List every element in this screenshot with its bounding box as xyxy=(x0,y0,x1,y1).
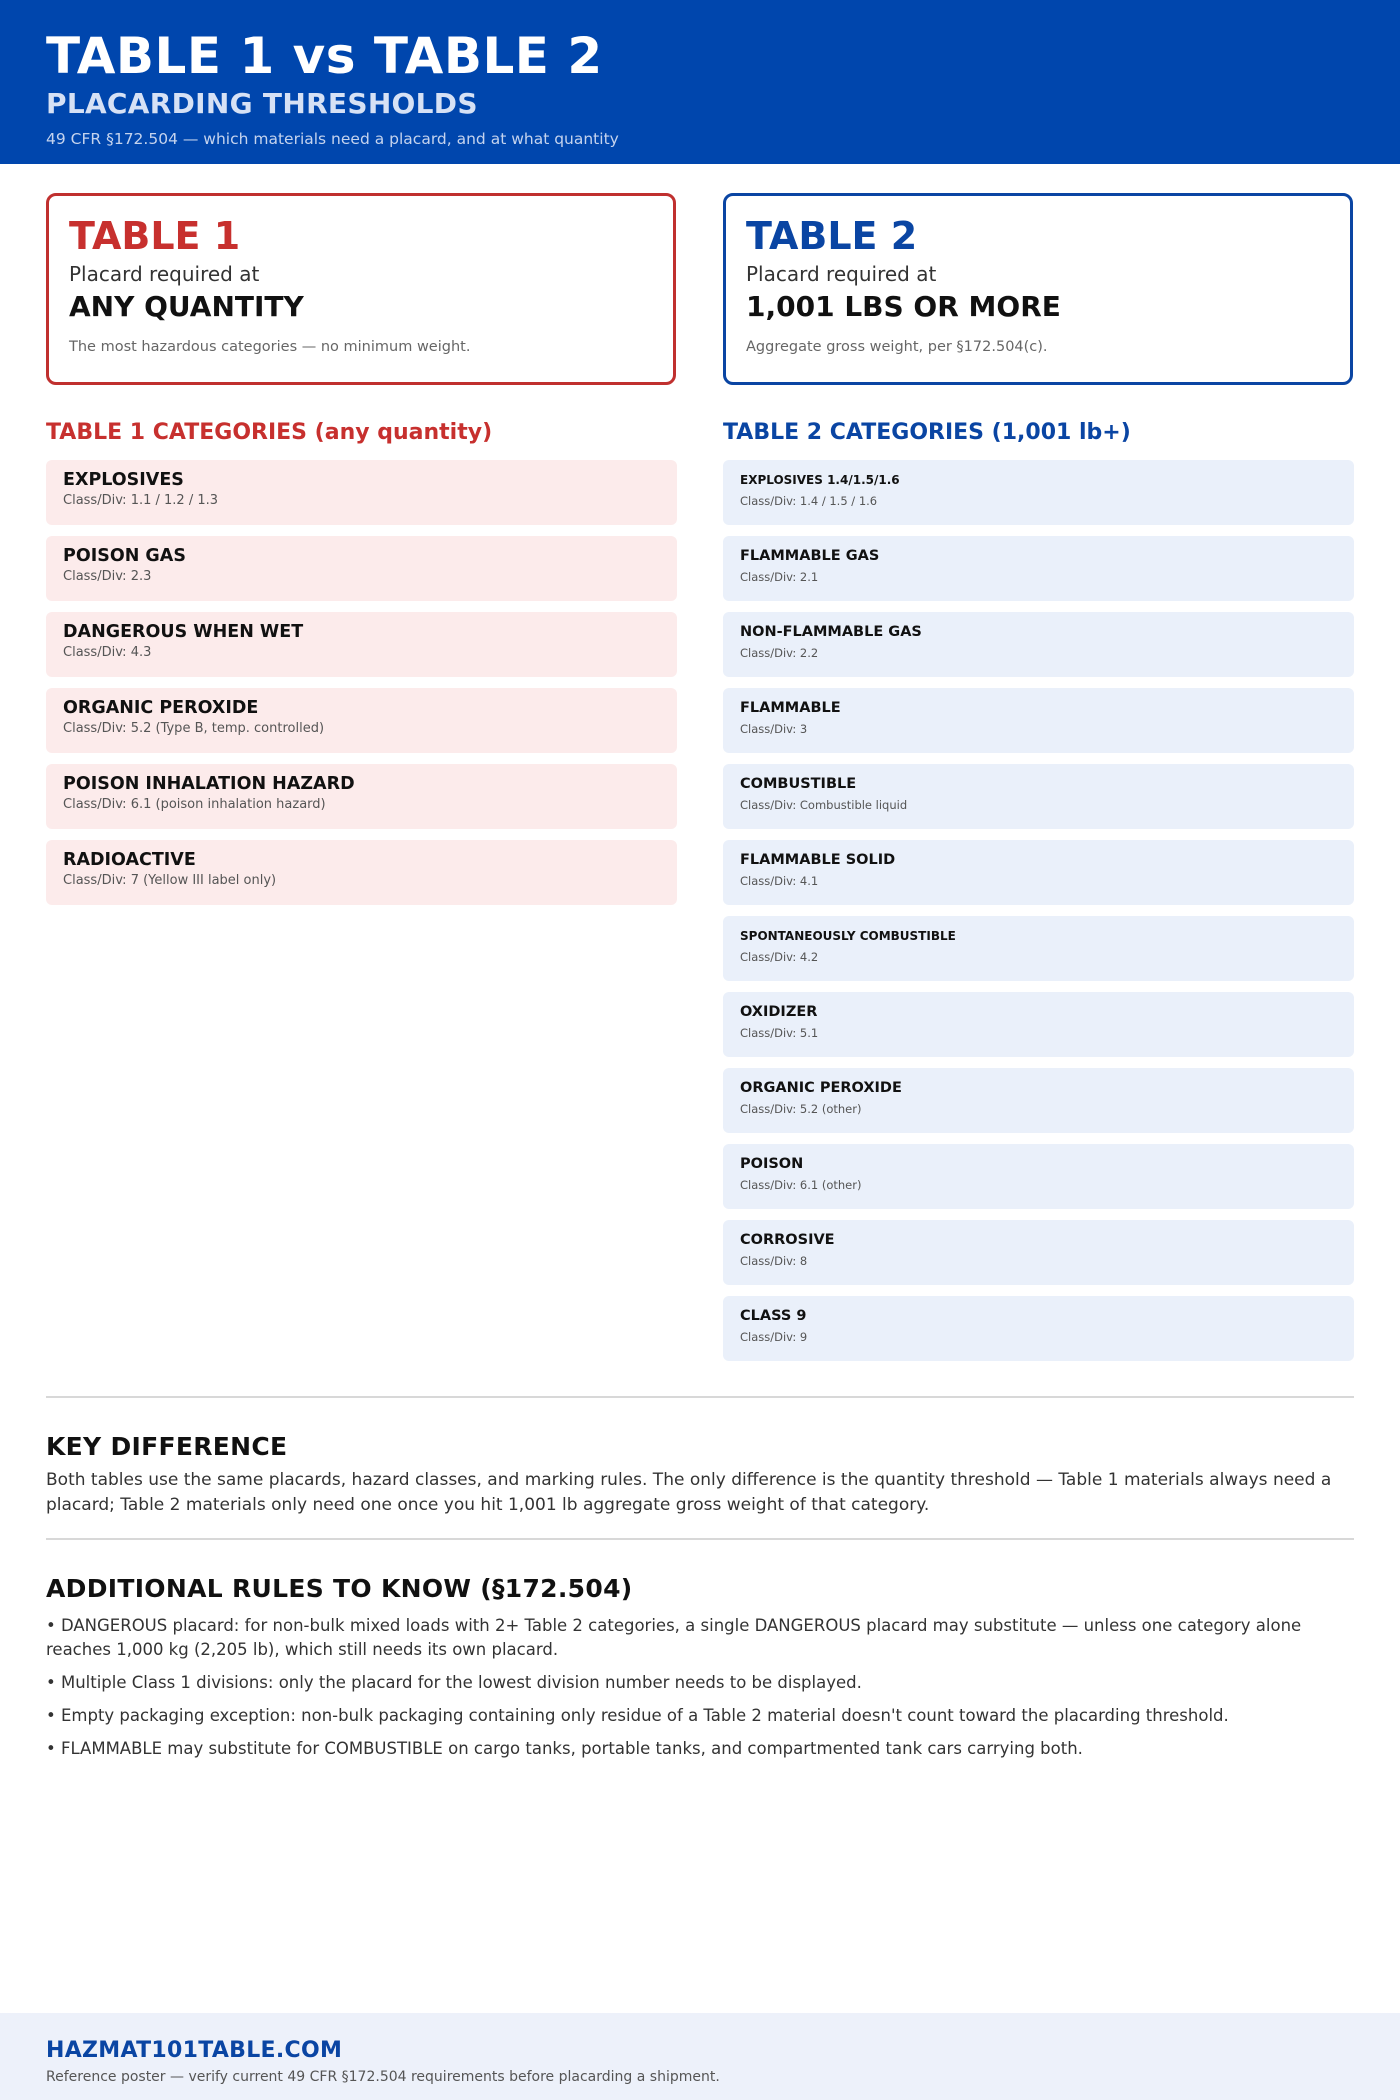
table2-category-card xyxy=(723,1296,1354,1361)
page-footer xyxy=(0,2013,1400,2100)
category-class: Class/Div: 4.2 xyxy=(740,950,819,964)
category-name: FLAMMABLE xyxy=(740,700,841,716)
table1-summary-title: TABLE 1 xyxy=(69,214,241,258)
table2-category-card xyxy=(723,840,1354,905)
category-name: COMBUSTIBLE xyxy=(740,776,857,792)
category-class: Class/Div: 6.1 (other) xyxy=(740,1178,862,1192)
category-class: Class/Div: 8 xyxy=(740,1254,808,1268)
table1-category-card xyxy=(46,612,677,677)
table2-category-card xyxy=(723,764,1354,829)
page-description: 49 CFR §172.504 — which materials need a placard, and at what quantity xyxy=(46,130,619,148)
table2-category-card xyxy=(723,916,1354,981)
table1-category-list xyxy=(46,460,677,916)
rule-item: • DANGEROUS placard: for non-bulk mixed loads with 2+ Table 2 categories, a single DANGEROUS placard may substitute — unless one category alone reaches 1,000 kg (2,205 lb), which still needs its own placard. xyxy=(46,1616,1302,1659)
table2-summary-quantity: 1,001 LBS OR MORE xyxy=(746,290,1061,323)
category-class: Class/Div: 9 xyxy=(740,1330,808,1344)
table2-summary-card xyxy=(723,193,1353,385)
category-name: POISON GAS xyxy=(63,546,186,566)
key-difference-heading: KEY DIFFERENCE xyxy=(46,1432,288,1461)
category-class: Class/Div: 2.2 xyxy=(740,646,819,660)
table2-summary-title: TABLE 2 xyxy=(746,214,918,258)
table2-summary-label: Placard required at xyxy=(746,262,937,286)
category-class: Class/Div: 6.1 (poison inhalation hazard) xyxy=(63,797,326,812)
category-name: POISON INHALATION HAZARD xyxy=(63,774,355,794)
category-class: Class/Div: 5.1 xyxy=(740,1026,819,1040)
table1-category-card xyxy=(46,536,677,601)
category-class: Class/Div: 4.3 xyxy=(63,645,152,660)
key-difference-text: Both tables use the same placards, hazard classes, and marking rules. The only difference is the quantity threshold — Table 1 materials always need a placard; Table 2 materials only need one once you hit 1,001 lb aggregate gross weight of that category. xyxy=(46,1470,1332,1515)
divider xyxy=(46,1538,1354,1540)
category-name: FLAMMABLE SOLID xyxy=(740,852,896,868)
table2-category-card xyxy=(723,1068,1354,1133)
additional-rules-heading: ADDITIONAL RULES TO KNOW (§172.504) xyxy=(46,1574,633,1603)
table1-category-card xyxy=(46,840,677,905)
category-class: Class/Div: Combustible liquid xyxy=(740,798,908,812)
page-subtitle: PLACARDING THRESHOLDS xyxy=(46,87,478,120)
table1-category-card xyxy=(46,688,677,753)
footer-disclaimer: Reference poster — verify current 49 CFR §172.504 requirements before placarding a shipment. xyxy=(46,2069,720,2085)
category-name: ORGANIC PEROXIDE xyxy=(63,698,259,718)
category-name: NON-FLAMMABLE GAS xyxy=(740,624,922,640)
category-class: Class/Div: 5.2 (Type B, temp. controlled) xyxy=(63,721,325,736)
category-class: Class/Div: 3 xyxy=(740,722,808,736)
category-name: CORROSIVE xyxy=(740,1232,835,1248)
table2-category-card xyxy=(723,1220,1354,1285)
category-name: SPONTANEOUSLY COMBUSTIBLE xyxy=(740,929,956,943)
table2-category-card xyxy=(723,992,1354,1057)
additional-rules-list xyxy=(46,1614,1356,1770)
divider xyxy=(46,1396,1354,1398)
table1-category-card xyxy=(46,460,677,525)
category-class: Class/Div: 5.2 (other) xyxy=(740,1102,862,1116)
table2-category-card xyxy=(723,688,1354,753)
table1-summary-note: The most hazardous categories — no minimum weight. xyxy=(69,339,471,355)
category-name: DANGEROUS WHEN WET xyxy=(63,622,304,642)
category-class: Class/Div: 1.4 / 1.5 / 1.6 xyxy=(740,494,878,508)
table2-category-list xyxy=(723,460,1354,1372)
table2-category-card xyxy=(723,536,1354,601)
page-header xyxy=(0,0,1400,164)
table1-categories-heading: TABLE 1 CATEGORIES (any quantity) xyxy=(46,420,493,445)
table2-category-card xyxy=(723,1144,1354,1209)
category-name: POISON xyxy=(740,1156,804,1172)
category-name: ORGANIC PEROXIDE xyxy=(740,1080,902,1096)
table2-summary-note: Aggregate gross weight, per §172.504(c). xyxy=(746,339,1048,355)
category-class: Class/Div: 7 (Yellow III label only) xyxy=(63,873,277,888)
footer-site-name: HAZMAT101TABLE.COM xyxy=(46,2038,343,2063)
category-name: OXIDIZER xyxy=(740,1004,818,1020)
rule-item: • Empty packaging exception: non-bulk packaging containing only residue of a Table 2 material doesn't count toward the placarding threshold. xyxy=(46,1706,1229,1725)
category-class: Class/Div: 2.1 xyxy=(740,570,819,584)
table2-category-card xyxy=(723,612,1354,677)
category-name: EXPLOSIVES xyxy=(63,470,184,490)
category-name: RADIOACTIVE xyxy=(63,850,196,870)
table1-category-card xyxy=(46,764,677,829)
category-class: Class/Div: 4.1 xyxy=(740,874,819,888)
category-class: Class/Div: 1.1 / 1.2 / 1.3 xyxy=(63,493,219,508)
table1-summary-quantity: ANY QUANTITY xyxy=(69,290,304,323)
category-name: FLAMMABLE GAS xyxy=(740,548,880,564)
table2-category-card xyxy=(723,460,1354,525)
page-title: TABLE 1 vs TABLE 2 xyxy=(46,27,603,85)
category-name: CLASS 9 xyxy=(740,1308,807,1324)
table1-summary-card xyxy=(46,193,676,385)
category-class: Class/Div: 2.3 xyxy=(63,569,152,584)
rule-item: • FLAMMABLE may substitute for COMBUSTIBLE on cargo tanks, portable tanks, and compartmented tank cars carrying both. xyxy=(46,1739,1083,1758)
table1-summary-label: Placard required at xyxy=(69,262,260,286)
category-name: EXPLOSIVES 1.4/1.5/1.6 xyxy=(740,473,900,487)
rule-item: • Multiple Class 1 divisions: only the placard for the lowest division number needs to be displayed. xyxy=(46,1673,862,1692)
table2-categories-heading: TABLE 2 CATEGORIES (1,001 lb+) xyxy=(723,420,1131,445)
